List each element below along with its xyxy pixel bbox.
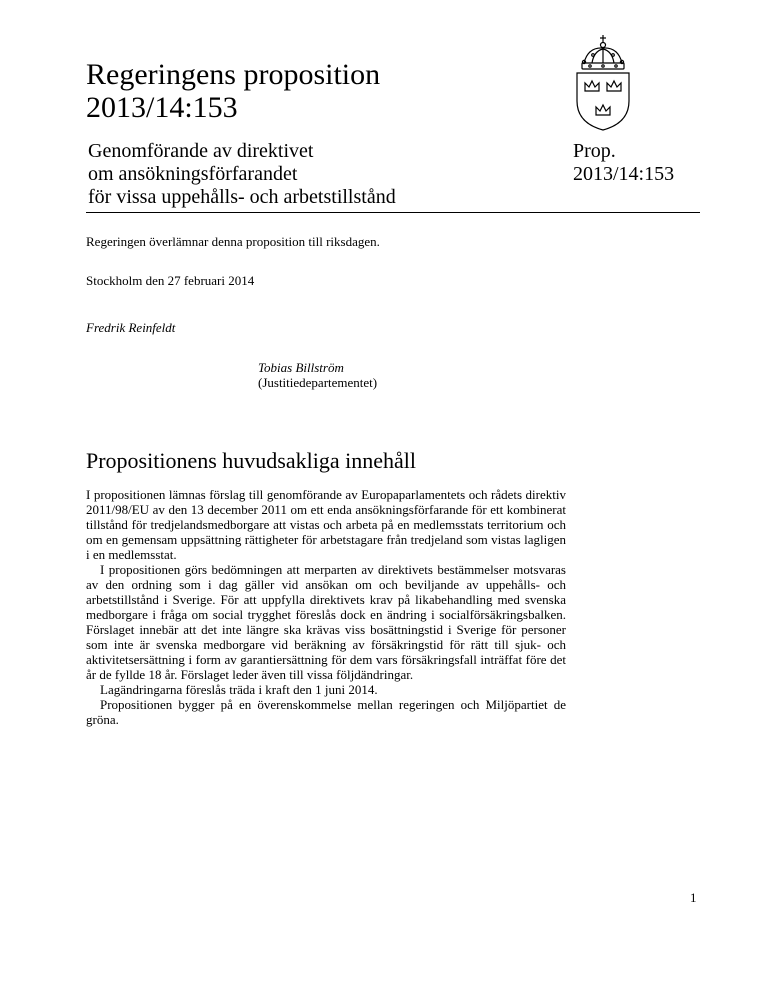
prop-number: 2013/14:153	[573, 163, 675, 185]
page-number: 1	[690, 890, 697, 905]
prime-minister-signature: Fredrik Reinfeldt	[86, 320, 176, 335]
document-title-line-1: Regeringens proposition	[86, 58, 381, 91]
header-divider	[86, 212, 700, 213]
place-and-date: Stockholm den 27 februari 2014	[86, 273, 255, 288]
document-title-line-2: 2013/14:153	[86, 91, 238, 124]
document-subtitle-line-3: för vissa uppehålls- och arbetstillstånd	[88, 186, 396, 208]
intro-lead: Regeringen överlämnar denna proposition till riksdagen.	[86, 234, 380, 249]
document-subtitle-line-2: om ansökningsförfarandet	[88, 163, 298, 185]
summary-body	[86, 487, 566, 727]
swedish-royal-crest-icon	[570, 33, 636, 133]
prop-label: Prop.	[573, 140, 616, 162]
summary-paragraph-2: I propositionen görs bedömningen att merparten av direktivets bestämmelser motsvaras av den ordning som i dag gäller vid ansökan om och beviljande av uppehålls- och arbetstillstånd i Sverige. För att uppfylla direktivets krav på likabehandling med svenska medborgare i fråga om social trygghet föreslås dock en ändring i socialförsäkringsbalken. Förslaget innebär att det inte längre ska krävas viss bosättningstid i Sverige för personer som inte är svenska medborgare vid beräkning av försäkringstid för rätt till sjuk- och aktivitetsersättning i form av garantiersättning för dem vars försäkringsfall inträffat före det år de fyllde 18 år. Förslaget leder även till vissa följdändringar.	[86, 562, 566, 682]
proposition-reference	[573, 140, 674, 186]
summary-paragraph-3: Lagändringarna föreslås träda i kraft den 1 juni 2014.	[100, 682, 378, 697]
summary-paragraph-1: I propositionen lämnas förslag till genomförande av Europaparlamentets och rådets direktiv 2011/98/EU av den 13 december 2011 om ett enda ansökningsförfarande för ett kombinerat tillstånd för tredjelandsmedborgare att vistas och arbeta på en medlemsstats territorium och om en gemensam uppsättning rättigheter för arbetstagare från tredjeland som vistas lagligen i en medlemsstat.	[86, 487, 566, 562]
summary-paragraph-4: Propositionen bygger på en överenskommelse mellan regeringen och Miljöpartiet de gröna.	[86, 697, 566, 727]
minister-name: Tobias Billström	[258, 360, 344, 375]
minister-department: (Justitiedepartementet)	[258, 375, 378, 390]
document-title	[86, 58, 380, 124]
document-subtitle-line-1: Genomförande av direktivet	[88, 140, 314, 162]
minister-signature	[258, 360, 377, 390]
summary-heading: Propositionens huvudsakliga innehåll	[86, 448, 416, 473]
document-subtitle	[88, 140, 396, 209]
